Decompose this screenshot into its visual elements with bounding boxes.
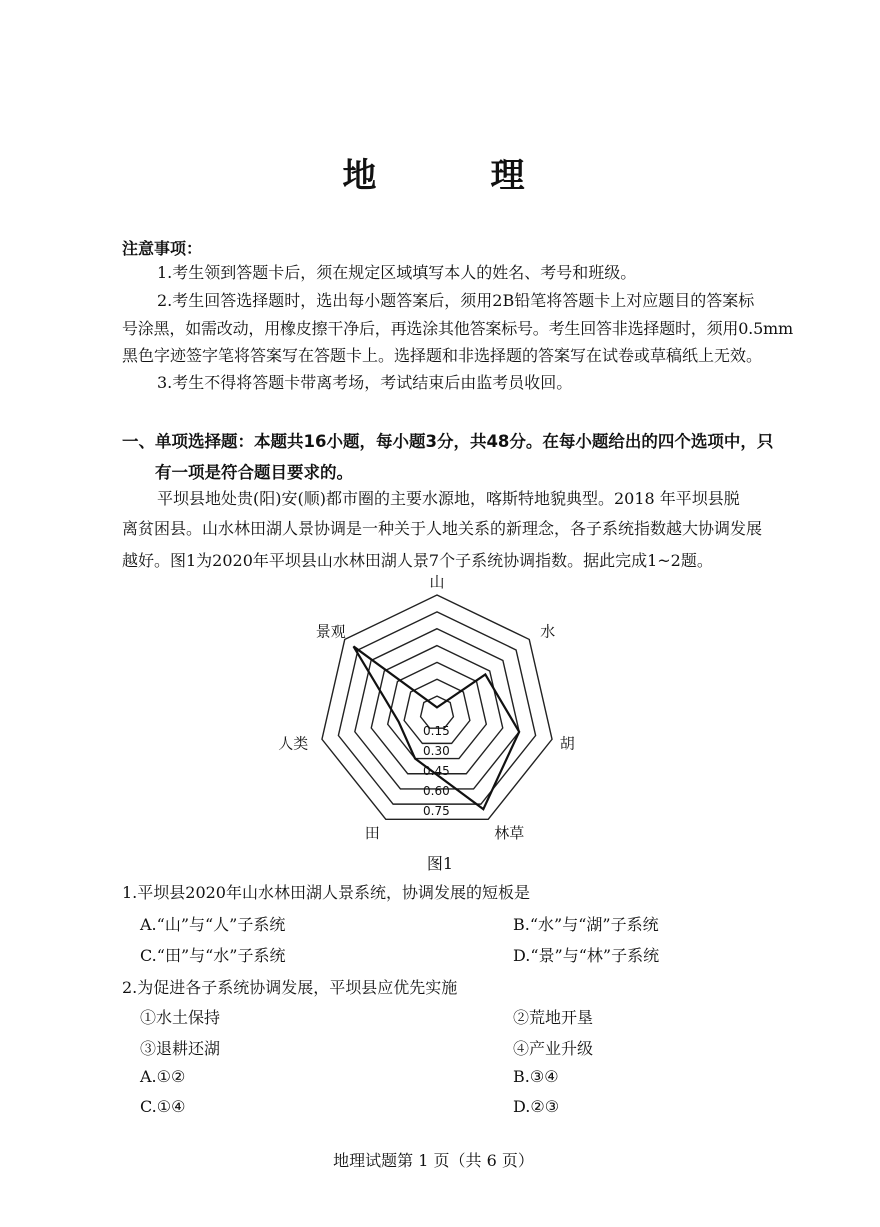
q2-option-a[interactable]: A.①② (140, 1067, 186, 1086)
q2-option-d[interactable]: D.②③ (513, 1097, 560, 1116)
radar-axis-labels (278, 573, 574, 842)
q1-option-c[interactable]: C.“田”与“水”子系统 (140, 946, 286, 965)
radar-chart (278, 573, 580, 845)
q2-option-c[interactable]: C.①④ (140, 1097, 186, 1116)
notice-item-3: 3.考生不得将答题卡带离考场，考试结束后由监考员收回。 (157, 373, 573, 392)
q1-option-d[interactable]: D.“景”与“林”子系统 (513, 946, 660, 965)
radar-axis-label: 林草 (494, 823, 525, 842)
material-line-2: 离贫困县。山水林田湖人景协调是一种关于人地关系的新理念，各子系统指数越大协调发展 (122, 519, 763, 538)
radar-axis-label: 田 (364, 823, 380, 842)
q1-stem: 1.平坝县2020年山水林田湖人景系统，协调发展的短板是 (122, 883, 530, 902)
radar-ring-label: 0.75 (423, 804, 450, 818)
q2-measure-3: ③退耕还湖 (140, 1039, 221, 1058)
radar-ring-label: 0.15 (423, 724, 450, 738)
q2-option-b[interactable]: B.③④ (513, 1067, 559, 1086)
page-footer: 地理试题第 1 页（共 6 页） (333, 1151, 534, 1170)
radar-ring-label: 0.30 (423, 744, 450, 758)
section-heading-line-2: 有一项是符合题目要求的。 (155, 463, 353, 482)
q2-measure-2: ②荒地开垦 (513, 1008, 594, 1027)
q2-stem: 2.为促进各子系统协调发展，平坝县应优先实施 (122, 978, 458, 997)
figure-caption: 图1 (426, 854, 454, 873)
material-line-1: 平坝县地处贵(阳)安(顺)都市圈的主要水源地，喀斯特地貌典型。2018 年平坝县脱 (157, 489, 740, 508)
material-line-3: 越好。图1为2020年平坝县山水林田湖人景7个子系统协调指数。据此完成1~2题。 (122, 551, 713, 570)
notice-item-1: 1.考生领到答题卡后，须在规定区域填写本人的姓名、考号和班级。 (157, 263, 637, 282)
q2-measure-4: ④产业升级 (513, 1039, 594, 1058)
radar-ring-label: 0.45 (423, 764, 450, 778)
q2-measure-1: ①水土保持 (140, 1008, 221, 1027)
notice-item-2-line-2: 号涂黑，如需改动，用橡皮擦干净后，再选涂其他答案标号。考生回答非选择题时，须用0.5mm (122, 319, 793, 338)
radar-ring-labels (423, 724, 450, 818)
notice-item-2-line-1: 2.考生回答选择题时，选出每小题答案后，须用2B铅笔将答题卡上对应题目的答案标 (157, 291, 755, 310)
radar-axis-label: 胡 (559, 734, 575, 753)
notice-heading: 注意事项： (122, 239, 203, 258)
radar-axis-label: 山 (429, 573, 445, 591)
radar-axis-label: 景观 (315, 622, 346, 641)
radar-axis-label: 人类 (278, 734, 309, 753)
q1-option-a[interactable]: A.“山”与“人”子系统 (140, 915, 286, 934)
radar-axis-label: 水 (540, 622, 556, 641)
radar-ring-label: 0.60 (423, 784, 450, 798)
notice-item-2-line-3: 黑色字迹签字笔将答案写在答题卡上。选择题和非选择题的答案写在试卷或草稿纸上无效。 (122, 346, 763, 365)
page-title: 地 理 (342, 156, 565, 196)
q1-option-b[interactable]: B.“水”与“湖”子系统 (513, 915, 659, 934)
section-heading-line-1: 一、单项选择题：本题共16小题，每小题3分，共48分。在每小题给出的四个选项中，只 (122, 432, 774, 451)
